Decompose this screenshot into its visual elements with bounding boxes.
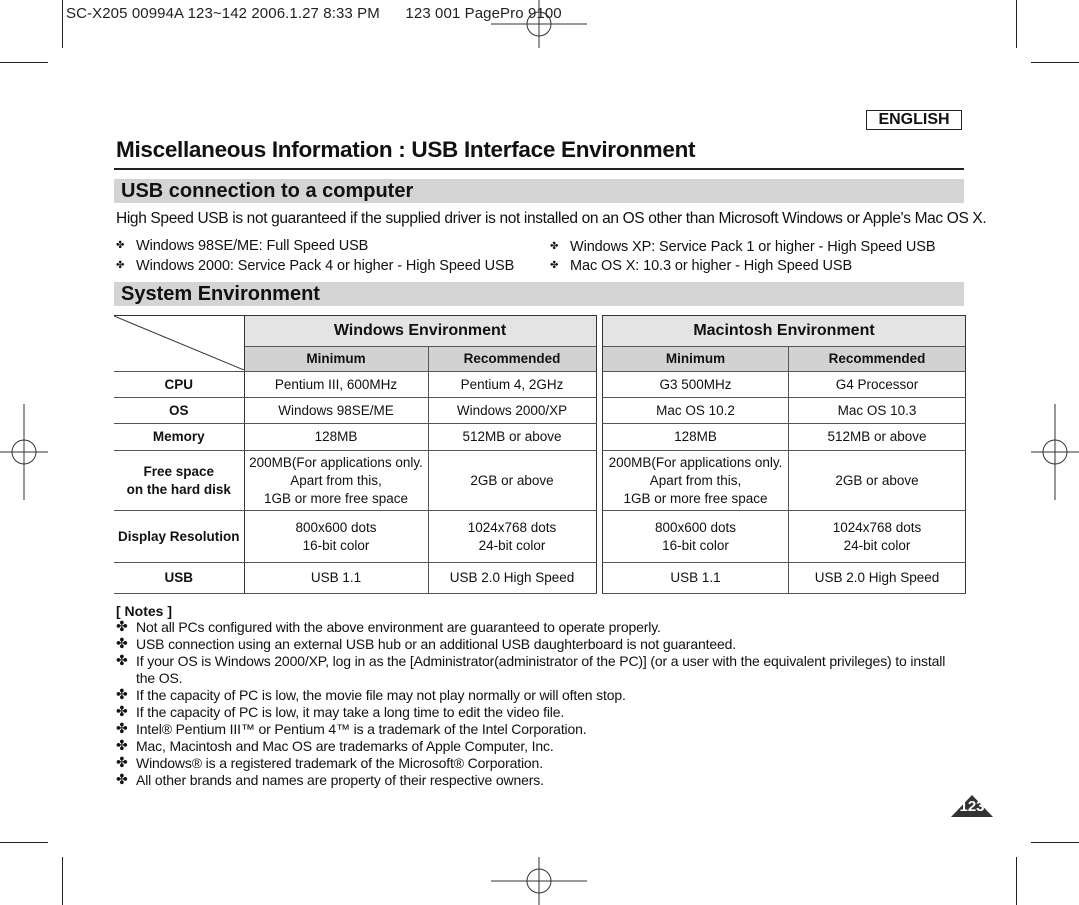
list-item	[116, 687, 966, 704]
cell-line: G3 500MHz	[659, 376, 732, 392]
list-item	[550, 239, 935, 255]
note-text: Intel® Pentium III™ or Pentium 4™ is a trademark of the Intel Corporation.	[136, 721, 587, 737]
bullet-icon: ✤	[116, 260, 125, 271]
cell-line: 200MB(For applications only.	[608, 454, 783, 470]
note-bullet-icon: ✤	[116, 686, 128, 702]
note-text: All other brands and names are property of their respective owners.	[136, 772, 544, 788]
list-item	[550, 258, 852, 274]
cell-line: 800x600 dots	[654, 519, 737, 535]
diagonal-divider	[114, 316, 244, 370]
bullet-icon: ✤	[116, 240, 125, 251]
windows-environment-table	[114, 315, 597, 594]
cell-line: 1024x768 dots	[467, 519, 557, 535]
list-item	[116, 653, 966, 687]
bullet-text: Windows 2000: Service Pack 4 or higher - High Speed USB	[136, 258, 515, 274]
column-header-recommended: Recommended	[789, 347, 966, 372]
list-item	[116, 721, 966, 738]
bullet-text: Windows 98SE/ME: Full Speed USB	[136, 238, 369, 254]
table-row-usb	[603, 563, 966, 594]
note-text: If the capacity of PC is low, the movie file may not play normally or will often stop.	[136, 687, 626, 703]
note-text: If the capacity of PC is low, it may take a long time to edit the video file.	[136, 704, 565, 720]
table-row-free-space	[603, 451, 966, 511]
notes-heading: [ Notes ]	[116, 603, 172, 619]
note-bullet-icon: ✤	[116, 737, 128, 753]
cell-line: Pentium 4, 2GHz	[460, 376, 564, 392]
note-bullet-icon: ✤	[116, 618, 128, 634]
note-text: USB connection using an external USB hub or an additional USB daughterboard is not guaranteed.	[136, 636, 736, 652]
cell-line: 1024x768 dots	[832, 519, 922, 535]
mac-recommended-cell	[789, 563, 966, 594]
row-label	[114, 424, 244, 451]
section-heading-usb-connection: USB connection to a computer	[121, 180, 414, 202]
macintosh-environment-header: Macintosh Environment	[603, 316, 966, 347]
mac-minimum-cell	[603, 511, 789, 563]
cell-line: CPU	[164, 376, 193, 392]
list-item	[116, 772, 966, 789]
cell-line: Display Resolution	[117, 528, 240, 544]
list-item	[116, 704, 966, 721]
cell-line: 24-bit color	[843, 537, 911, 553]
row-label	[114, 511, 244, 563]
note-text: Mac, Macintosh and Mac OS are trademarks of Apple Computer, Inc.	[136, 738, 554, 754]
page-number: 123	[959, 798, 985, 815]
cell-line: 2GB or above	[470, 472, 554, 488]
cell-line: Apart from this,	[290, 472, 382, 488]
section-heading-system-environment: System Environment	[121, 283, 320, 305]
cell-line: 16-bit color	[662, 537, 729, 553]
table-row-memory	[603, 424, 966, 451]
mac-recommended-cell	[789, 451, 966, 511]
cell-line: USB 2.0 High Speed	[449, 570, 575, 585]
cell-line: 1GB or more free space	[263, 490, 409, 506]
mac-minimum-cell	[603, 563, 789, 594]
usb-intro-text: High Speed USB is not guaranteed if the supplied driver is not installed on an OS other than Microsoft Windows or Apple's Mac OS X.	[116, 210, 987, 227]
list-item	[116, 738, 966, 755]
mac-minimum-cell	[603, 451, 789, 511]
cell-line: USB 2.0 High Speed	[814, 570, 940, 585]
row-label	[114, 451, 244, 511]
cell-line: 200MB(For applications only.	[249, 454, 423, 470]
cell-line: Apart from this,	[649, 472, 742, 488]
page-title: Miscellaneous Information : USB Interface Environment	[116, 137, 696, 162]
cell-line: 16-bit color	[302, 537, 370, 553]
windows-recommended-cell	[428, 563, 596, 594]
cell-line: 128MB	[674, 429, 717, 444]
note-bullet-icon: ✤	[116, 771, 128, 787]
windows-minimum-cell	[244, 372, 428, 398]
table-row-cpu	[603, 372, 966, 398]
cell-line: 24-bit color	[478, 537, 546, 553]
list-item	[116, 755, 966, 772]
mac-recommended-cell	[789, 511, 966, 563]
row-label	[114, 563, 244, 594]
print-slug-header: SC-X205 00994A 123~142 2006.1.27 8:33 PM 123 001 PagePro 9100	[66, 5, 562, 22]
note-text: Windows® is a registered trademark of the Microsoft® Corporation.	[136, 755, 543, 771]
windows-minimum-cell	[244, 424, 428, 451]
windows-minimum-cell	[244, 563, 428, 594]
column-header-minimum: Minimum	[603, 347, 789, 372]
windows-recommended-cell	[428, 372, 596, 398]
cell-line: Mac OS 10.3	[837, 402, 917, 418]
windows-minimum-cell	[244, 451, 428, 511]
table-row-usb	[114, 563, 596, 594]
cell-line: 800x600 dots	[295, 519, 377, 535]
language-badge: ENGLISH	[866, 110, 962, 130]
windows-minimum-cell	[244, 398, 428, 424]
bullet-icon: ✤	[550, 260, 559, 271]
cell-line: Memory	[152, 429, 205, 444]
bullet-icon: ✤	[550, 241, 559, 252]
table-row-cpu	[114, 372, 596, 398]
cell-line: USB 1.1	[310, 570, 362, 585]
cell-line: G4 Processor	[835, 376, 919, 392]
page-number-badge	[950, 794, 994, 818]
section-band-usb-connection	[114, 179, 964, 203]
cell-line: on the hard disk	[126, 481, 231, 497]
bullet-text: Windows XP: Service Pack 1 or higher - High Speed USB	[570, 239, 936, 255]
cell-line: Pentium III, 600MHz	[274, 376, 398, 392]
windows-recommended-cell	[428, 511, 596, 563]
cell-line: 512MB or above	[827, 429, 927, 444]
mac-recommended-cell	[789, 372, 966, 398]
macintosh-environment-table	[602, 315, 966, 594]
note-bullet-icon: ✤	[116, 720, 128, 736]
mac-minimum-cell	[603, 424, 789, 451]
list-item	[116, 636, 966, 653]
table-corner-cell	[114, 316, 244, 372]
note-bullet-icon: ✤	[116, 703, 128, 719]
windows-recommended-cell	[428, 424, 596, 451]
note-text: If your OS is Windows 2000/XP, log in as the [Administrator(administrator of the PC)] (or a user with the equivalent privileges) to install the OS.	[136, 653, 946, 686]
note-text: Not all PCs configured with the above environment are guaranteed to operate properly.	[136, 619, 661, 635]
table-row-os	[114, 398, 596, 424]
windows-minimum-cell	[244, 511, 428, 563]
cell-line: Windows 2000/XP	[456, 402, 568, 418]
cell-line: USB	[164, 570, 193, 585]
cell-line: 1GB or more free space	[623, 490, 768, 506]
cell-line: OS	[168, 402, 189, 418]
table-row-free-space	[114, 451, 596, 511]
cell-line: 128MB	[314, 429, 358, 444]
windows-environment-header: Windows Environment	[244, 316, 596, 347]
list-item	[116, 238, 368, 254]
cell-line: Free space	[143, 463, 215, 479]
windows-recommended-cell	[428, 398, 596, 424]
bullet-text: Mac OS X: 10.3 or higher - High Speed USB	[570, 258, 853, 274]
section-band-system-environment	[114, 282, 964, 306]
mac-minimum-cell	[603, 398, 789, 424]
cell-line: Mac OS 10.2	[656, 402, 735, 418]
note-bullet-icon: ✤	[116, 754, 128, 770]
list-item	[116, 619, 966, 636]
cell-line: 2GB or above	[835, 472, 919, 488]
list-item	[116, 258, 514, 274]
cell-line: USB 1.1	[670, 570, 721, 585]
row-label	[114, 372, 244, 398]
note-bullet-icon: ✤	[116, 635, 128, 651]
table-row-memory	[114, 424, 596, 451]
windows-recommended-cell	[428, 451, 596, 511]
table-row-display-resolution	[114, 511, 596, 563]
column-header-minimum: Minimum	[244, 347, 428, 372]
mac-minimum-cell	[603, 372, 789, 398]
mac-recommended-cell	[789, 398, 966, 424]
title-rule	[114, 168, 964, 170]
row-label	[114, 398, 244, 424]
table-row-os	[603, 398, 966, 424]
mac-recommended-cell	[789, 424, 966, 451]
column-header-recommended: Recommended	[428, 347, 596, 372]
note-bullet-icon: ✤	[116, 652, 128, 668]
cell-line: 512MB or above	[462, 429, 562, 444]
cell-line: Windows 98SE/ME	[278, 402, 394, 418]
table-row-display-resolution	[603, 511, 966, 563]
